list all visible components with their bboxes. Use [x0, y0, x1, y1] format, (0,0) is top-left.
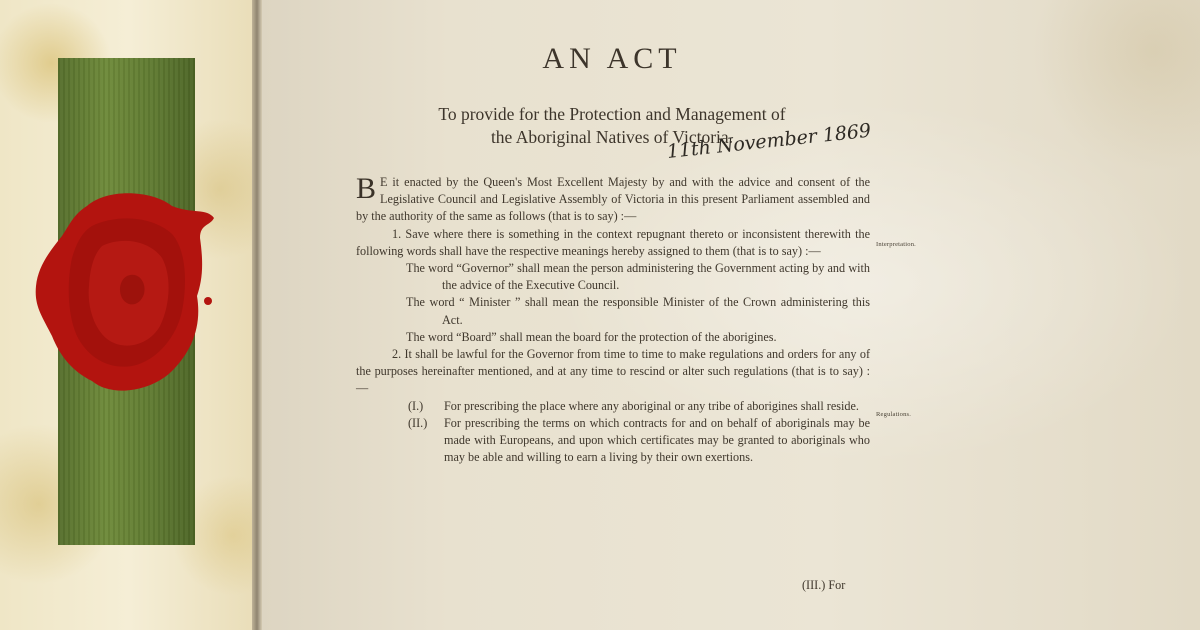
- list-item: [356, 415, 870, 467]
- margin-note-interpretation: Interpretation.: [876, 241, 916, 248]
- subtitle-line: the Aboriginal Natives of Victoria.: [490, 127, 734, 147]
- subtitle-line: To provide for the Protection and Management of: [438, 104, 786, 124]
- drop-cap: B: [356, 172, 377, 205]
- act-title: AN ACT: [542, 42, 682, 75]
- section-2: 2. It shall be lawful for the Governor from time to time to make regulations and orders for any of the purposes hereinafter mentioned, and at any time to rescind or alter such regulations (that is to say) :—: [356, 347, 870, 396]
- definition-board: The word “Board” shall mean the board for the protection of the aborigines.: [406, 329, 777, 344]
- cover-page: [0, 0, 258, 630]
- enacting-text: E it enacted by the Queen's Most Excellent Majesty by and with the advice and consent of the Legislative Council and Legislative Assembly of Victoria in this present Parliament assembled and by the authority of the same as follows (that is to say) :—: [356, 175, 870, 224]
- item-number: (II.): [408, 415, 428, 430]
- item-text: For prescribing the terms on which contracts for and on behalf of aboriginals may be made with Europeans, and upon which certificates may be granted to aboriginals who may be able and willing to earn a living by their own exertions.: [444, 415, 870, 465]
- definition-minister: The word “ Minister ” shall mean the responsible Minister of the Crown administering this Act.: [406, 295, 870, 327]
- catchword: (III.) For: [802, 578, 846, 592]
- wax-seal-icon: [32, 186, 217, 396]
- printed-page: [262, 0, 1200, 630]
- handwritten-date: 11th November 1869: [665, 119, 873, 163]
- enacting-clause: [356, 174, 870, 226]
- item-text: For prescribing the place where any aboriginal or any tribe of aborigines shall reside.: [444, 398, 859, 413]
- definition-governor: The word “Governor” shall mean the person administering the Government acting by and with the advice of the Executive Council.: [406, 261, 870, 293]
- section-1: 1. Save where there is something in the context repugnant thereto or inconsistent therewith the following words shall have the respective meanings hereby assigned to them (that is to say) :—: [356, 226, 870, 258]
- margin-note-regulations: Regulations.: [876, 411, 912, 418]
- act-body: [356, 174, 870, 466]
- list-item: [356, 398, 870, 415]
- item-number: (I.): [408, 398, 424, 413]
- book-gutter: [252, 0, 262, 630]
